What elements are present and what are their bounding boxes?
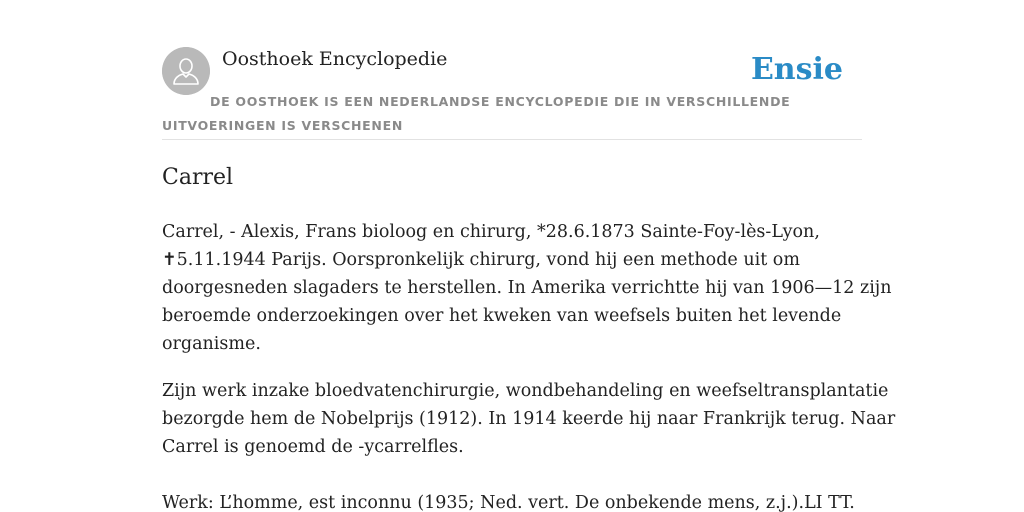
user-icon-graphic [162, 47, 210, 95]
site-name[interactable]: Oosthoek Encyclopedie [222, 48, 448, 70]
paragraph-line: bezorgde hem de Nobelprijs (1912). In 1914 keerde hij naar Frankrijk terug. Naar [162, 409, 896, 429]
site-header [162, 47, 862, 140]
paragraph-line: Carrel is genoemd de -ycarrelfles. [162, 437, 464, 457]
paragraph-line: ✝5.11.1944 Parijs. Oorspronkelijk chirurg, vond hij een methode uit om [162, 250, 800, 270]
paragraph-line: Carrel, - Alexis, Frans bioloog en chirurg, *28.6.1873 Sainte-Foy-lès-Lyon, [162, 222, 820, 242]
paragraph-line: Zijn werk inzake bloedvatenchirurgie, wondbehandeling en weefseltransplantatie [162, 381, 889, 401]
article [162, 160, 896, 512]
site-tagline: DE OOSTHOEK IS EEN NEDERLANDSE ENCYCLOPEDIE DIE IN VERSCHILLENDE UITVOERINGEN IS VERSCHENEN [162, 94, 791, 133]
ensie-logo[interactable]: Ensie [750, 52, 843, 87]
paragraph-line: beroemde onderzoekingen over het kweken van weefsels buiten het levende [162, 306, 842, 326]
paragraph-line: doorgesneden slagaders te herstellen. In Amerika verrichtte hij van 1906—12 zijn [162, 278, 892, 298]
paragraph-line: Werk: L’homme, est inconnu (1935; Ned. vert. De onbekende mens, z.j.).LI TT. [162, 493, 855, 512]
article-paragraph [162, 489, 867, 512]
article-paragraph [162, 377, 896, 461]
article-paragraph [162, 218, 892, 358]
article-title: Carrel [162, 165, 234, 190]
paragraph-line: organisme. [162, 334, 261, 354]
user-icon[interactable] [162, 47, 210, 95]
